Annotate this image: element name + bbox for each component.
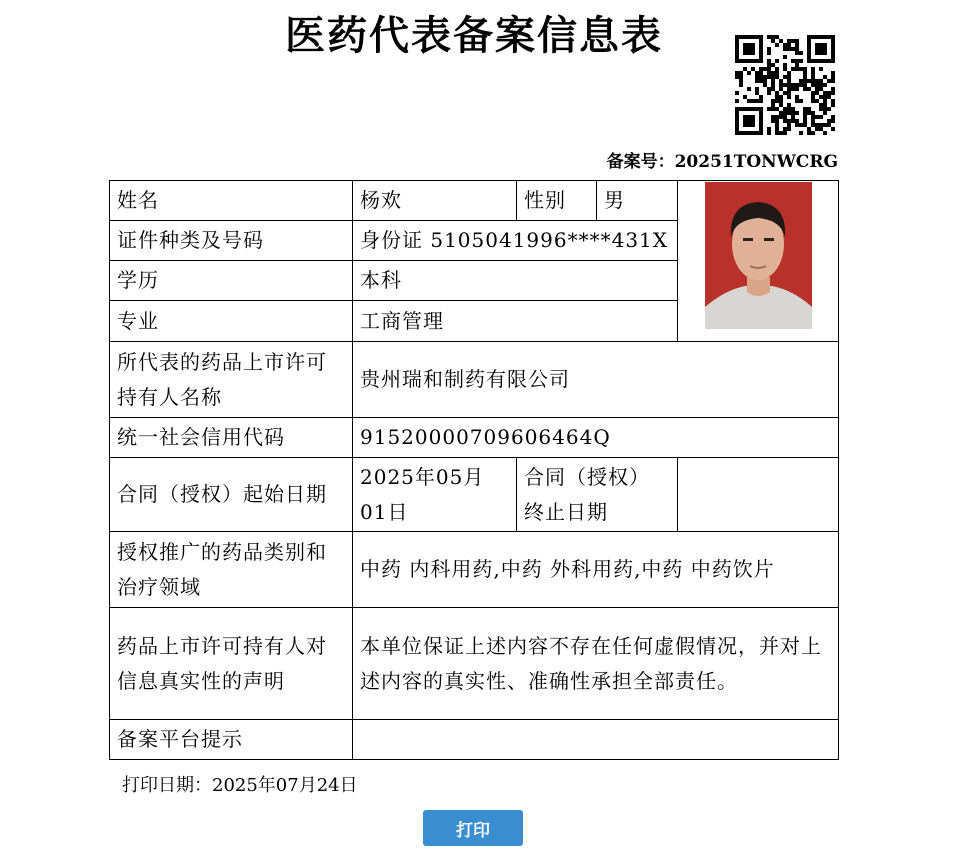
major-label: 专业 <box>110 301 353 342</box>
declaration-value: 本单位保证上述内容不存在任何虚假情况，并对上述内容的真实性、准确性承担全部责任。 <box>353 608 839 720</box>
table-row <box>110 532 839 608</box>
major-value: 工商管理 <box>353 301 678 342</box>
category-value: 中药 内科用药,中药 外科用药,中药 中药饮片 <box>353 532 839 608</box>
info-table <box>109 180 839 760</box>
print-button[interactable]: 打印 <box>423 810 523 846</box>
education-label: 学历 <box>110 261 353 301</box>
record-number-label: 备案号： <box>606 152 675 172</box>
category-label: 授权推广的药品类别和治疗领域 <box>110 532 353 608</box>
credit-code-label: 统一社会信用代码 <box>110 418 353 458</box>
start-date-label: 合同（授权）起始日期 <box>110 458 353 532</box>
platform-tip-value <box>353 720 839 760</box>
table-row <box>110 181 839 221</box>
credit-code-value: 91520000709606464Q <box>353 418 839 458</box>
page-title: 医药代表备案信息表 <box>285 12 663 59</box>
table-row <box>110 418 839 458</box>
table-row <box>110 458 839 532</box>
name-label: 姓名 <box>110 181 353 221</box>
avatar <box>705 182 812 329</box>
qr-code-icon <box>735 35 835 135</box>
print-date: 打印日期：2025年07月24日 <box>122 775 358 796</box>
end-date-value <box>678 458 839 532</box>
photo-cell <box>678 181 839 342</box>
gender-value: 男 <box>597 181 678 221</box>
holder-value: 贵州瑞和制药有限公司 <box>353 342 839 418</box>
start-date-value: 2025年05月01日 <box>353 458 517 532</box>
id-value: 身份证 5105041996****431X <box>353 221 678 261</box>
end-date-label: 合同（授权）终止日期 <box>517 458 678 532</box>
table-row <box>110 720 839 760</box>
name-value: 杨欢 <box>353 181 517 221</box>
education-value: 本科 <box>353 261 678 301</box>
declaration-label: 药品上市许可持有人对信息真实性的声明 <box>110 608 353 720</box>
table-row <box>110 342 839 418</box>
record-number-value: 20251TONWCRG <box>674 152 838 172</box>
gender-label: 性别 <box>517 181 597 221</box>
table-row <box>110 608 839 720</box>
record-number <box>607 150 838 174</box>
platform-tip-label: 备案平台提示 <box>110 720 353 760</box>
id-label: 证件种类及号码 <box>110 221 353 261</box>
holder-label: 所代表的药品上市许可持有人名称 <box>110 342 353 418</box>
